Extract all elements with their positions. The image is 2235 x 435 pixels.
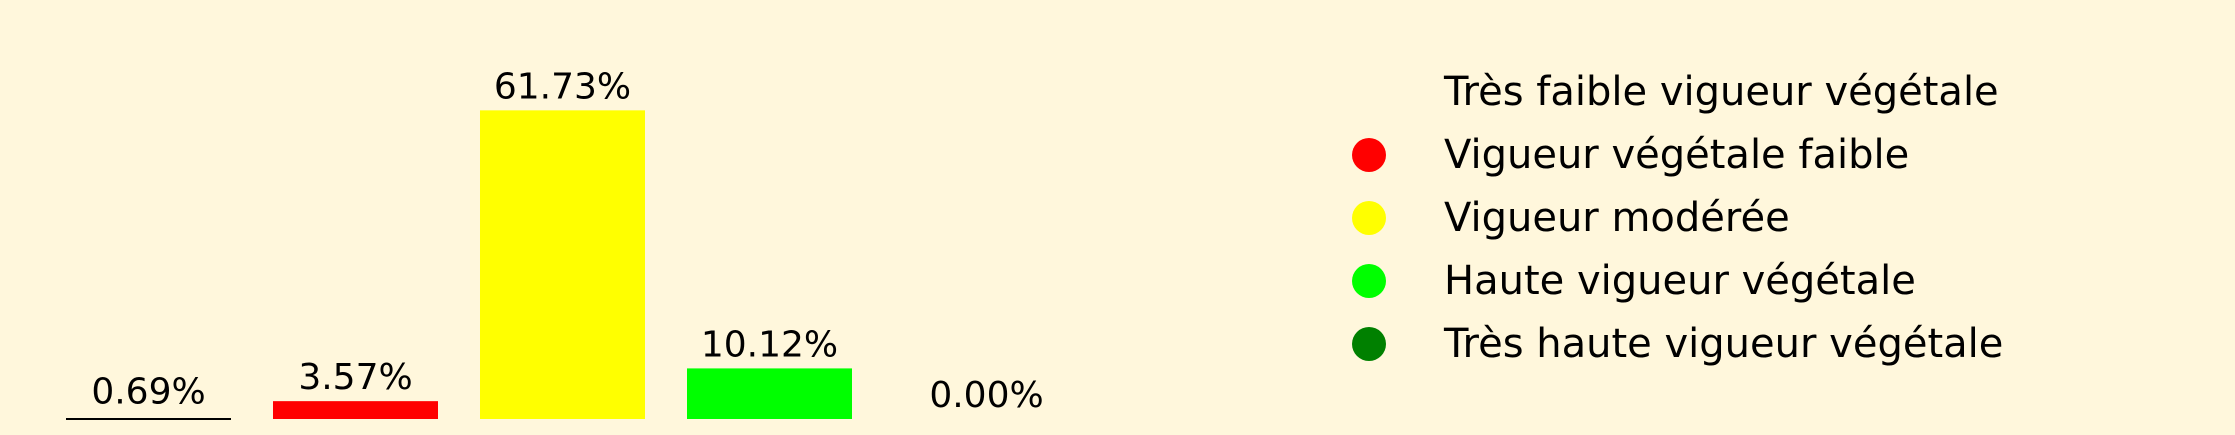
legend-item <box>1340 186 2003 249</box>
bar-value-label-0: 0.69% <box>91 371 206 413</box>
legend-item <box>1340 123 2003 186</box>
legend-marker-3 <box>1352 264 1386 298</box>
legend-label-0: Très faible vigueur végétale <box>1444 68 1999 115</box>
bar-3 <box>687 368 852 419</box>
legend-label-1: Vigueur végétale faible <box>1444 131 1910 178</box>
legend-label-4: Très haute vigueur végétale <box>1444 320 2004 367</box>
legend <box>1340 60 2003 375</box>
legend-marker-2 <box>1352 201 1386 235</box>
legend-marker-1 <box>1352 138 1386 172</box>
bar-2 <box>480 110 645 419</box>
bar-1 <box>273 401 438 419</box>
bar-value-label-4: 0.00% <box>929 375 1044 416</box>
bar-value-label-3: 10.12% <box>700 324 839 366</box>
bar-value-label-1: 3.57% <box>298 357 413 399</box>
legend-item <box>1340 249 2003 312</box>
legend-marker-4 <box>1352 327 1386 361</box>
legend-label-2: Vigueur modérée <box>1444 194 1790 241</box>
legend-item <box>1340 312 2003 375</box>
legend-label-3: Haute vigueur végétale <box>1444 257 1916 304</box>
bar-value-label-2: 61.73% <box>493 66 632 108</box>
legend-item <box>1340 60 2003 123</box>
legend-marker-0 <box>1352 75 1386 109</box>
